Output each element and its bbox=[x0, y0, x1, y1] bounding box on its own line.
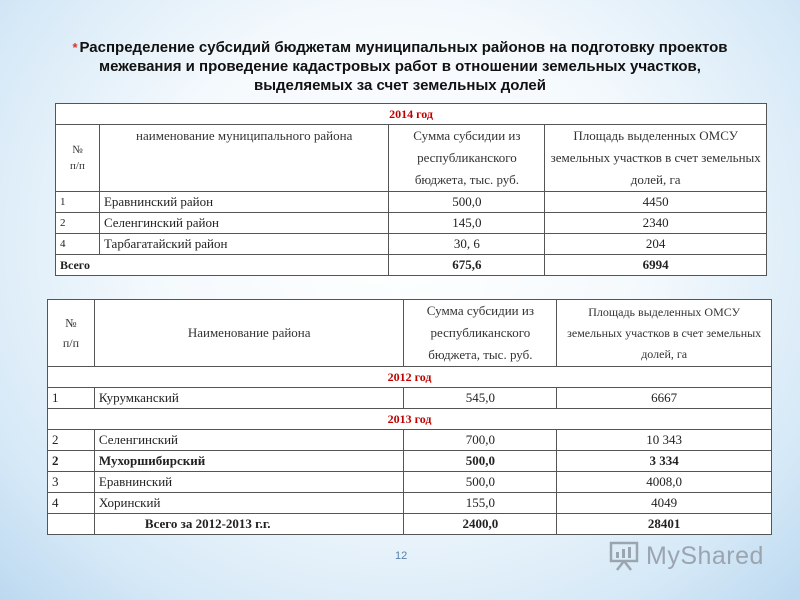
total-row bbox=[56, 255, 767, 276]
subsidy-table-2014 bbox=[55, 103, 767, 276]
year-header-2012: 2012 год bbox=[48, 367, 772, 388]
row-district: Еравнинский bbox=[94, 472, 404, 493]
table-row bbox=[56, 192, 767, 213]
table-row bbox=[56, 234, 767, 255]
row-sum: 145,0 bbox=[389, 213, 545, 234]
row-num: 2 bbox=[48, 451, 95, 472]
row-district: Хоринский bbox=[94, 493, 404, 514]
total-label: Всего за 2012-2013 г.г. bbox=[94, 514, 404, 535]
row-num: 3 bbox=[48, 472, 95, 493]
row-sum: 500,0 bbox=[389, 192, 545, 213]
row-sum: 155,0 bbox=[404, 493, 557, 514]
row-area: 2340 bbox=[545, 213, 767, 234]
title-line-2: межевания и проведение кадастровых работ в отношении земельных участков, bbox=[99, 58, 701, 75]
title-marker: * bbox=[72, 40, 78, 55]
row-num: 1 bbox=[56, 192, 100, 213]
table-row bbox=[48, 451, 772, 472]
header-num: № п/п bbox=[56, 125, 100, 192]
row-sum: 500,0 bbox=[404, 472, 557, 493]
header-district-name: наименование муниципального района bbox=[99, 125, 389, 192]
header-district-name: Наименование района bbox=[94, 300, 404, 367]
total-area: 28401 bbox=[557, 514, 772, 535]
row-district: Курумканский bbox=[94, 388, 404, 409]
page-title bbox=[60, 38, 740, 95]
header-subsidy-sum: Сумма субсидии из республиканского бюджета, тыс. руб. bbox=[389, 125, 545, 192]
row-district: Тарбагатайский район bbox=[99, 234, 389, 255]
year-header-2013: 2013 год bbox=[48, 409, 772, 430]
total-label: Всего bbox=[56, 255, 389, 276]
presentation-board-icon bbox=[608, 540, 640, 572]
total-num-empty bbox=[48, 514, 95, 535]
row-sum: 500,0 bbox=[404, 451, 557, 472]
total-area: 6994 bbox=[545, 255, 767, 276]
total-sum: 675,6 bbox=[389, 255, 545, 276]
table-row bbox=[48, 430, 772, 451]
total-sum: 2400,0 bbox=[404, 514, 557, 535]
header-area: Площадь выделенных ОМСУ земельных участков в счет земельных долей, га bbox=[557, 300, 772, 367]
table-row bbox=[48, 493, 772, 514]
row-num: 4 bbox=[48, 493, 95, 514]
row-area: 204 bbox=[545, 234, 767, 255]
row-district: Еравнинский район bbox=[99, 192, 389, 213]
year-header-2014: 2014 год bbox=[56, 104, 767, 125]
row-sum: 545,0 bbox=[404, 388, 557, 409]
header-num: № п/п bbox=[48, 300, 95, 367]
row-area: 4008,0 bbox=[557, 472, 772, 493]
row-area: 6667 bbox=[557, 388, 772, 409]
total-row bbox=[48, 514, 772, 535]
row-area: 4450 bbox=[545, 192, 767, 213]
row-area: 10 343 bbox=[557, 430, 772, 451]
table-row bbox=[56, 213, 767, 234]
row-area: 3 334 bbox=[557, 451, 772, 472]
title-line-1: Распределение субсидий бюджетам муниципальных районов на подготовку проектов bbox=[79, 39, 728, 56]
table-row bbox=[48, 472, 772, 493]
row-num: 2 bbox=[56, 213, 100, 234]
row-sum: 700,0 bbox=[404, 430, 557, 451]
header-area: Площадь выделенных ОМСУ земельных участков в счет земельных долей, га bbox=[545, 125, 767, 192]
row-num: 1 bbox=[48, 388, 95, 409]
row-district: Селенгинский bbox=[94, 430, 404, 451]
row-num: 4 bbox=[56, 234, 100, 255]
header-subsidy-sum: Сумма субсидии из республиканского бюджета, тыс. руб. bbox=[404, 300, 557, 367]
myshared-logo bbox=[608, 540, 768, 574]
page-number: 12 bbox=[395, 550, 408, 562]
row-sum: 30, 6 bbox=[389, 234, 545, 255]
row-district: Мухоршибирский bbox=[94, 451, 404, 472]
title-line-3: выделяемых за счет земельных долей bbox=[253, 77, 546, 94]
table-row bbox=[48, 388, 772, 409]
row-num: 2 bbox=[48, 430, 95, 451]
row-area: 4049 bbox=[557, 493, 772, 514]
subsidy-table-2012-2013 bbox=[47, 299, 772, 535]
logo-text: MyShared bbox=[646, 542, 764, 570]
row-district: Селенгинский район bbox=[99, 213, 389, 234]
